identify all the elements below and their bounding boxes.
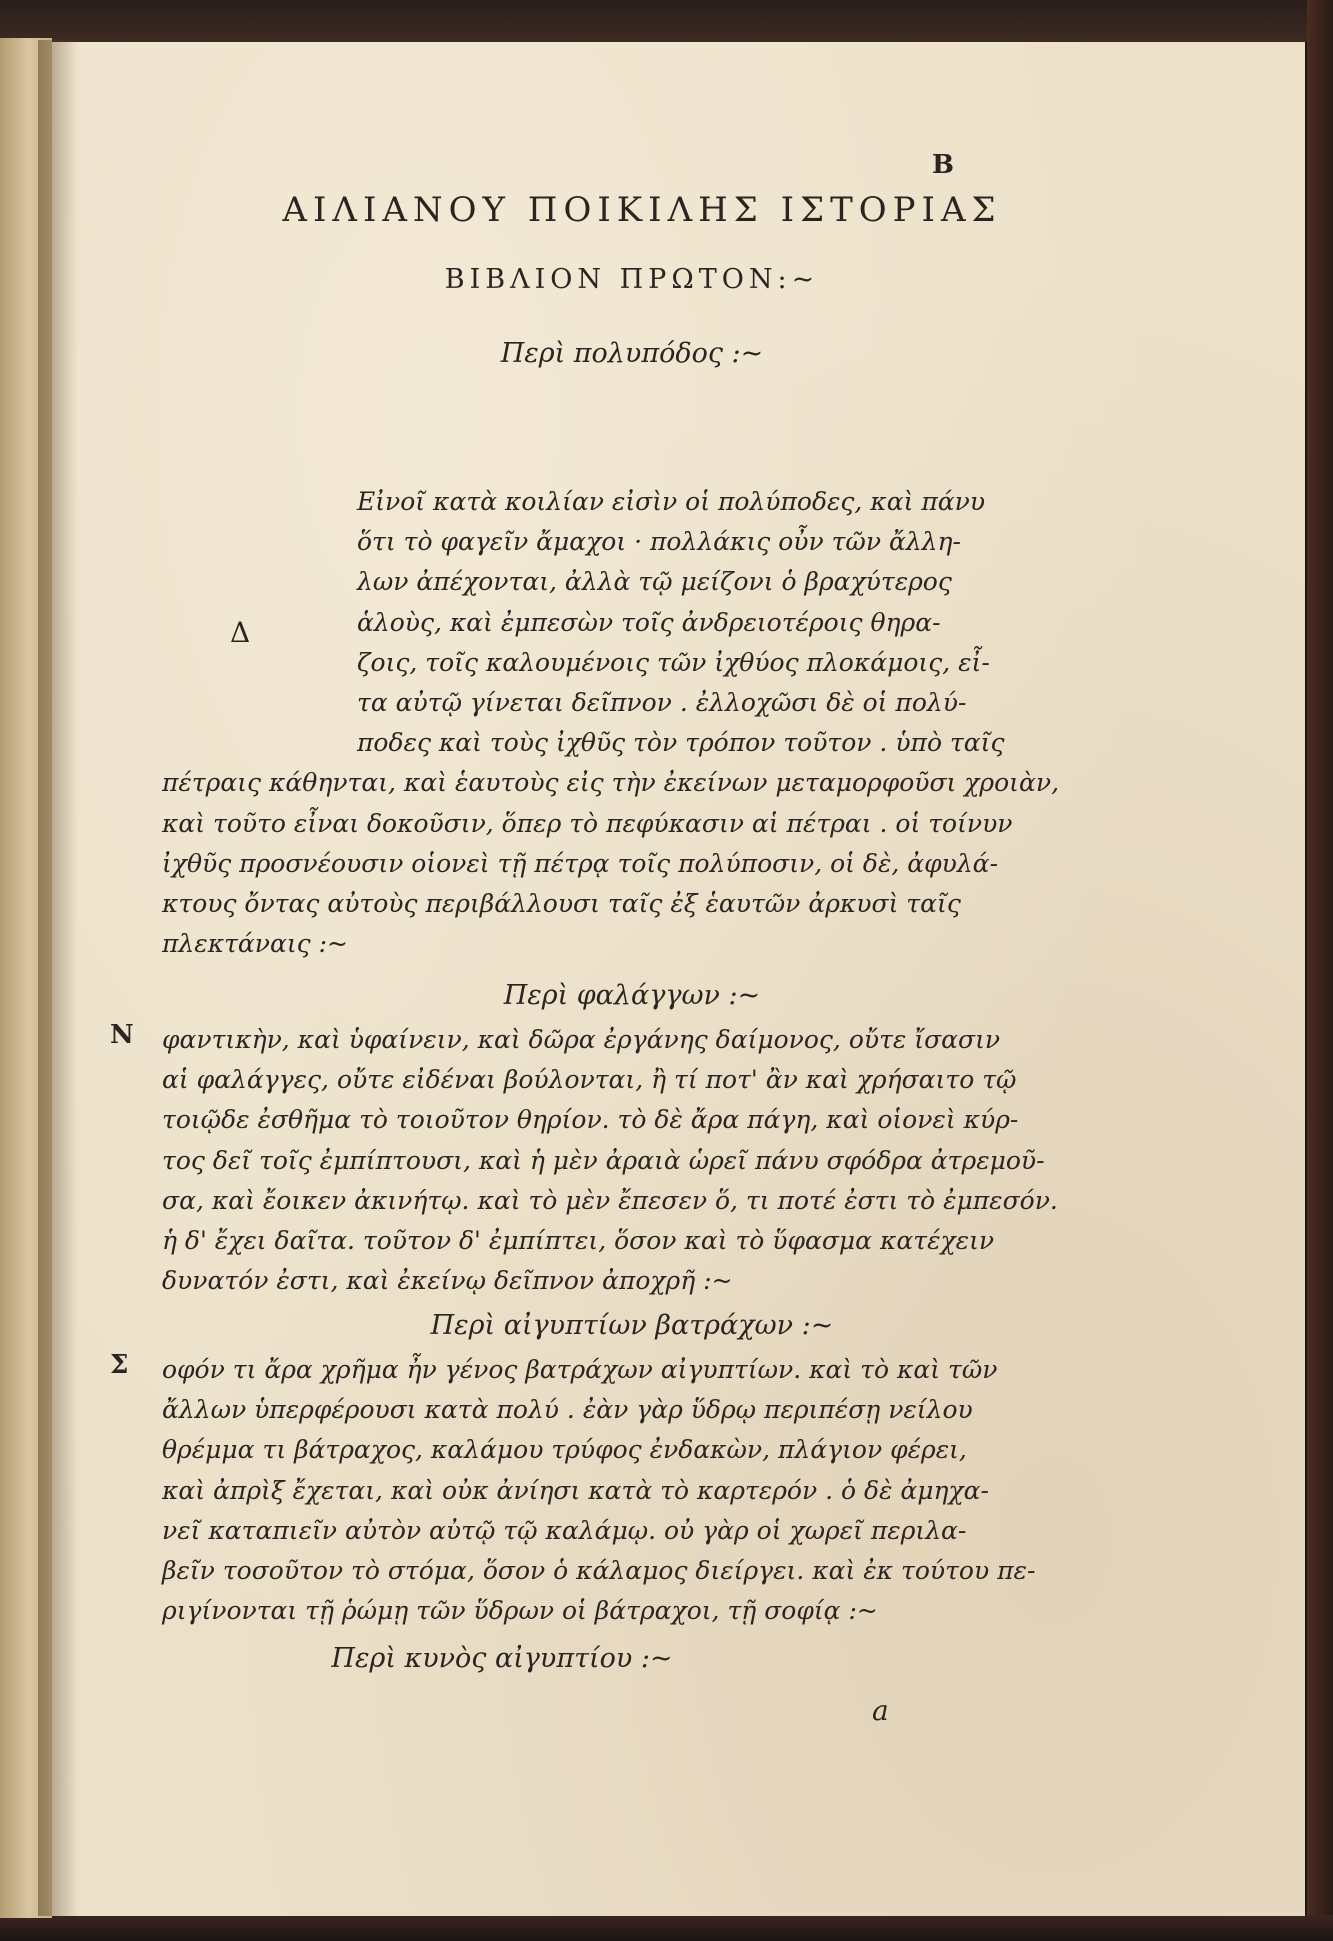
book-cover-bottom-edge <box>0 1915 1333 1941</box>
section-text-polypous <box>162 482 1062 964</box>
text-line: σα, καὶ ἔοικεν ἀκινήτῳ. καὶ τὸ μὲν ἔπεσεν ὅ, τι ποτέ ἐστι τὸ ἐμπεσόν. <box>162 1185 1058 1215</box>
signature-mark: B <box>932 150 954 180</box>
book-heading: ΒΙΒΛΙΟΝ ΠΡΩΤΟΝ:~ <box>444 264 820 295</box>
text-line: ὅτι τὸ φαγεῖν ἄμαχοι · πολλάκις οὖν τῶν ἄλλη- <box>357 527 961 557</box>
text-line: ἁλοὺς, καὶ ἐμπεσὼν τοῖς ἀνδρειοτέροις θηρα- <box>357 607 941 637</box>
text-line: Εἰνοῖ κατὰ κοιλίαν εἰσὶν οἱ πολύποδες, καὶ πάνυ <box>357 487 986 516</box>
text-line: ποδες καὶ τοὺς ἰχθῦς τὸν τρόπον τοῦτον . ὑπὸ ταῖς <box>357 728 1005 758</box>
text-line: τα αὐτῷ γίνεται δεῖπνον . ἐλλοχῶσι δὲ οἱ πολύ- <box>357 688 967 718</box>
section-heading-kynos: Περὶ κυνὸς αἰγυπτίου :~ <box>331 1643 673 1674</box>
margin-letter: Δ <box>230 616 251 649</box>
section-text-phalangon <box>112 1020 1062 1301</box>
book-cover-right-edge <box>1307 0 1333 1941</box>
text-line: ριγίνονται τῇ ῥώμῃ τῶν ὕδρων οἱ βάτραχοι, τῇ σοφίᾳ :~ <box>162 1596 878 1626</box>
text-line: λων ἀπέχονται, ἀλλὰ τῷ μείζονι ὁ βραχύτερος <box>357 567 952 597</box>
text-line: τος δεῖ τοῖς ἐμπίπτουσι, καὶ ἡ μὲν ἀραιὰ ὡρεῖ πάνυ σφόδρα ἀτρεμοῦ- <box>162 1145 1045 1175</box>
section-heading-polypous: Περὶ πολυπόδος :~ <box>500 338 764 369</box>
text-line: καὶ τοῦτο εἶναι δοκοῦσιν, ὅπερ τὸ πεφύκασιν αἱ πέτραι . οἱ τοίνυν <box>162 808 1013 838</box>
catchword-mark: a <box>872 1694 889 1727</box>
text-line: ἄλλων ὑπερφέρουσι κατὰ πολύ . ἐὰν γὰρ ὕδρῳ περιπέσῃ νείλου <box>162 1395 973 1425</box>
text-line: νεῖ καταπιεῖν αὐτὸν αὐτῷ τῷ καλάμῳ. οὐ γὰρ οἱ χωρεῖ περιλα- <box>162 1515 967 1545</box>
text-line: οφόν τι ἄρα χρῆμα ἦν γένος βατράχων αἰγυπτίων. καὶ τὸ καὶ τῶν <box>162 1355 998 1384</box>
text-line: ζοις, τοῖς καλουμένοις τῶν ἰχθύος πλοκάμοις, εἶ- <box>357 647 990 677</box>
book-page <box>52 42 1305 1916</box>
initial-letter: Ν <box>110 1020 134 1050</box>
text-line: αἱ φαλάγγες, οὔτε εἰδέναι βούλονται, ἢ τί ποτ' ἂν καὶ χρήσαιτο τῷ <box>162 1065 1017 1095</box>
text-line: πέτραις κάθηνται, καὶ ἑαυτοὺς εἰς τὴν ἐκείνων μεταμορφοῦσι χροιὰν, <box>162 768 1060 798</box>
text-line: θρέμμα τι βάτραχος, καλάμου τρύφος ἐνδακὼν, πλάγιον φέρει, <box>162 1435 967 1465</box>
text-line: τοιῷδε ἐσθῆμα τὸ τοιοῦτον θηρίον. τὸ δὲ ἄρα πάγη, καὶ οἱονεὶ κύρ- <box>162 1105 1019 1135</box>
initial-letter: Σ <box>110 1350 129 1380</box>
text-line: ἰχθῦς προσνέουσιν οἱονεὶ τῇ πέτρᾳ τοῖς πολύποσιν, οἱ δὲ, ἀφυλά- <box>162 848 999 878</box>
text-line: ἡ δ' ἔχει δαῖτα. τοῦτον δ' ἐμπίπτει, ὅσον καὶ τὸ ὕφασμα κατέχειν <box>162 1226 995 1256</box>
text-line: δυνατόν ἐστι, καὶ ἐκείνῳ δεῖπνον ἀποχρῆ :~ <box>162 1266 733 1296</box>
section-text-batrachon <box>112 1350 1062 1631</box>
book-cover-top-edge <box>0 0 1333 42</box>
page-title: ΑΙΛΙΑΝΟΥ ΠΟΙΚΙΛΗΣ ΙΣΤΟΡΙΑΣ <box>282 190 1002 230</box>
text-line: φαντικὴν, καὶ ὑφαίνειν, καὶ δῶρα ἐργάνης δαίμονος, οὔτε ἴσασιν <box>162 1025 1001 1054</box>
text-line: βεῖν τοσοῦτον τὸ στόμα, ὅσον ὁ κάλαμος διείργει. καὶ ἐκ τούτου πε- <box>162 1556 1036 1586</box>
text-line: πλεκτάναις :~ <box>162 929 348 959</box>
gutter-shadow <box>38 40 78 1916</box>
text-line: καὶ ἀπρὶξ ἔχεται, καὶ οὐκ ἀνίησι κατὰ τὸ καρτερόν . ὁ δὲ ἀμηχα- <box>162 1475 990 1505</box>
section-heading-batrachon: Περὶ αἰγυπτίων βατράχων :~ <box>430 1310 834 1341</box>
text-line: κτους ὄντας αὐτοὺς περιβάλλουσι ταῖς ἐξ ἑαυτῶν ἀρκυσὶ ταῖς <box>162 889 961 919</box>
section-heading-phalangon: Περὶ φαλάγγων :~ <box>503 980 761 1011</box>
